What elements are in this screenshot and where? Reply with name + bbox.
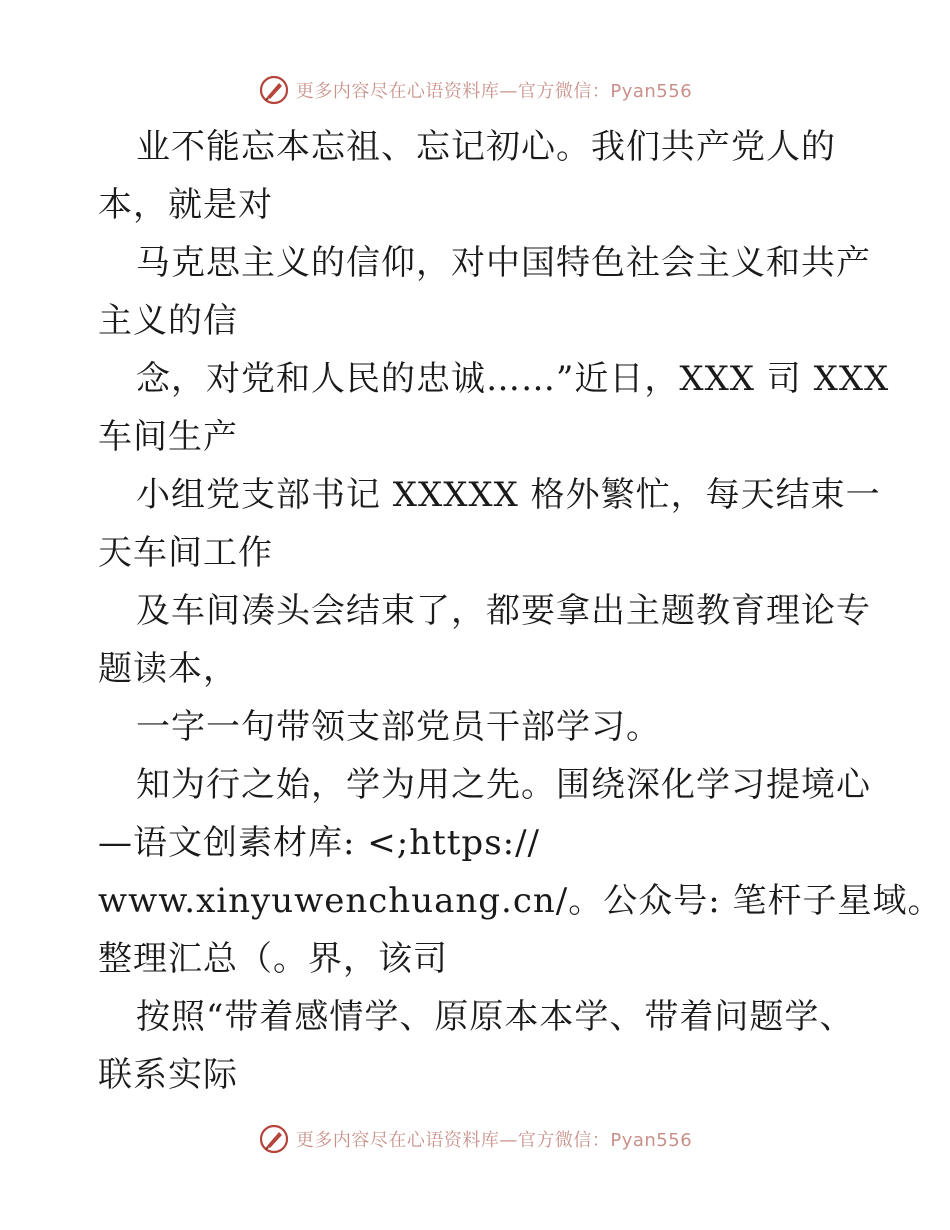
paragraph-line: 题读本， — [98, 649, 238, 689]
paragraph-line: 小组党支部书记 XXXXX 格外繁忙，每天结束一 — [136, 475, 881, 515]
quill-pen-logo-icon — [258, 1123, 290, 1155]
banner-text: 更多内容尽在心语资料库—官方微信：Pyan556 — [295, 81, 693, 102]
paragraph-line: 按照“带着感情学、原原本本学、带着问题学、 — [136, 997, 855, 1037]
paragraph-line: 本，就是对 — [98, 185, 273, 225]
paragraph-line: —语文创素材库: <;https:// — [98, 823, 541, 863]
page-footer — [0, 1122, 950, 1156]
paragraph-line: 及车间凑头会结束了，都要拿出主题教育理论专 — [136, 591, 871, 631]
paragraph-line: 主义的信 — [98, 301, 238, 341]
paragraph-line: 车间生产 — [98, 417, 238, 457]
document-body — [98, 118, 943, 1104]
paragraph-line: 联系实际 — [98, 1055, 238, 1095]
banner-text: 更多内容尽在心语资料库—官方微信：Pyan556 — [295, 1130, 693, 1151]
paragraph-line: 马克思主义的信仰，对中国特色社会主义和共产 — [136, 243, 871, 283]
watermark-banner — [258, 74, 692, 106]
paragraph-line: 整理汇总（。界，该司 — [98, 939, 448, 979]
paragraph-line: 知为行之始，学为用之先。围绕深化学习提境心 — [136, 765, 871, 805]
paragraph-line: 念，对党和人民的忠诚……”近日，XXX 司 XXX — [136, 359, 890, 399]
paragraph-line: 一字一句带领支部党员干部学习。 — [136, 707, 661, 747]
page-header — [0, 73, 950, 107]
quill-pen-logo-icon — [258, 74, 290, 106]
paragraph-line: www.xinyuwenchuang.cn/。公众号: 笔杆子星域。 — [98, 881, 943, 921]
watermark-banner — [258, 1123, 692, 1155]
paragraph-line: 天车间工作 — [98, 533, 273, 573]
paragraph-line: 业不能忘本忘祖、忘记初心。我们共产党人的 — [136, 127, 836, 167]
